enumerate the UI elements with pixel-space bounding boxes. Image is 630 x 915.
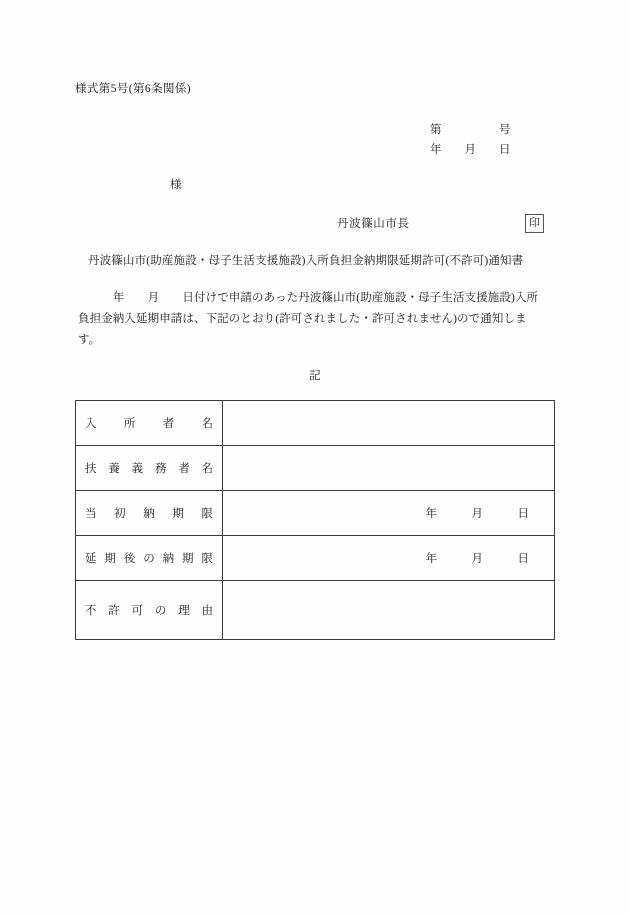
label-char: 納 xyxy=(162,553,175,565)
details-table-body xyxy=(76,401,555,640)
label-char: 許 xyxy=(108,605,120,617)
table-row xyxy=(76,536,555,581)
label-char: 延 xyxy=(85,553,97,565)
row-value-original-due-date[interactable] xyxy=(223,491,555,536)
label-char: 者 xyxy=(178,463,190,475)
page-title: 丹波篠山市(助産施設・母子生活支援施設)入所負担金納期限延期許可(不許可)通知書 xyxy=(88,255,524,267)
table-row xyxy=(76,401,555,446)
label-char: 可 xyxy=(131,605,144,617)
label-char: 扶 xyxy=(85,463,97,475)
label-chars xyxy=(85,550,213,566)
label-char: の xyxy=(154,605,167,617)
value-text: 年 月 日 xyxy=(425,553,529,565)
label-char: 期 xyxy=(104,553,116,565)
row-label-denial-reason xyxy=(76,581,223,640)
document-date-line: 年 月 日 xyxy=(430,144,511,156)
value-text: 年 月 日 xyxy=(425,508,529,520)
body-line-3: す。 xyxy=(78,334,101,346)
label-char: 初 xyxy=(114,508,126,520)
table-row xyxy=(76,491,555,536)
label-char: 義 xyxy=(131,463,144,475)
row-label-original-due-date xyxy=(76,491,223,536)
label-char: 者 xyxy=(162,418,175,430)
body-line-2: 負担金納入延期申請は、下記のとおり(許可されました・許可されません)ので通知しま xyxy=(78,313,527,325)
row-value-supporter-name[interactable] xyxy=(223,446,555,491)
row-label-supporter-name xyxy=(76,446,223,491)
label-char: 限 xyxy=(201,508,213,520)
table-row xyxy=(76,581,555,640)
label-char: 名 xyxy=(201,418,213,430)
addressee-honorific: 様 xyxy=(170,179,182,191)
label-char: 期 xyxy=(172,508,184,520)
label-char: 当 xyxy=(85,508,97,520)
label-char: の xyxy=(143,553,155,565)
label-char: 限 xyxy=(201,553,213,565)
seal-stamp-box: 印 xyxy=(525,214,544,233)
row-value-resident-name[interactable] xyxy=(223,401,555,446)
label-char: 不 xyxy=(85,605,97,617)
ki-marker: 記 xyxy=(309,370,321,382)
body-line-1: 年 月 日付けで申請のあった丹波篠山市(助産施設・母子生活支援施設)入所 xyxy=(78,292,539,304)
issuer-name: 丹波篠山市長 xyxy=(337,218,410,230)
row-label-resident-name xyxy=(76,401,223,446)
label-char: 入 xyxy=(85,418,97,430)
label-char: 納 xyxy=(143,508,155,520)
details-table xyxy=(75,400,555,640)
row-value-denial-reason[interactable] xyxy=(223,581,555,640)
body-paragraph xyxy=(78,288,556,351)
label-char: 養 xyxy=(108,463,120,475)
row-value-extended-due-date[interactable] xyxy=(223,536,555,581)
label-char: 所 xyxy=(123,418,136,430)
form-number: 様式第5号(第6条関係) xyxy=(75,83,191,95)
label-char: 理 xyxy=(178,605,190,617)
label-char: 期 xyxy=(182,553,194,565)
table-row xyxy=(76,446,555,491)
document-number-line: 第 号 xyxy=(430,124,511,136)
label-char: 務 xyxy=(154,463,167,475)
label-chars xyxy=(85,415,213,431)
label-char: 後 xyxy=(123,553,136,565)
document-meta-block xyxy=(430,120,511,160)
label-chars xyxy=(85,460,213,476)
label-char: 名 xyxy=(201,463,213,475)
label-chars xyxy=(85,602,213,618)
label-char: 由 xyxy=(201,605,213,617)
row-label-extended-due-date xyxy=(76,536,223,581)
label-chars xyxy=(85,505,213,521)
